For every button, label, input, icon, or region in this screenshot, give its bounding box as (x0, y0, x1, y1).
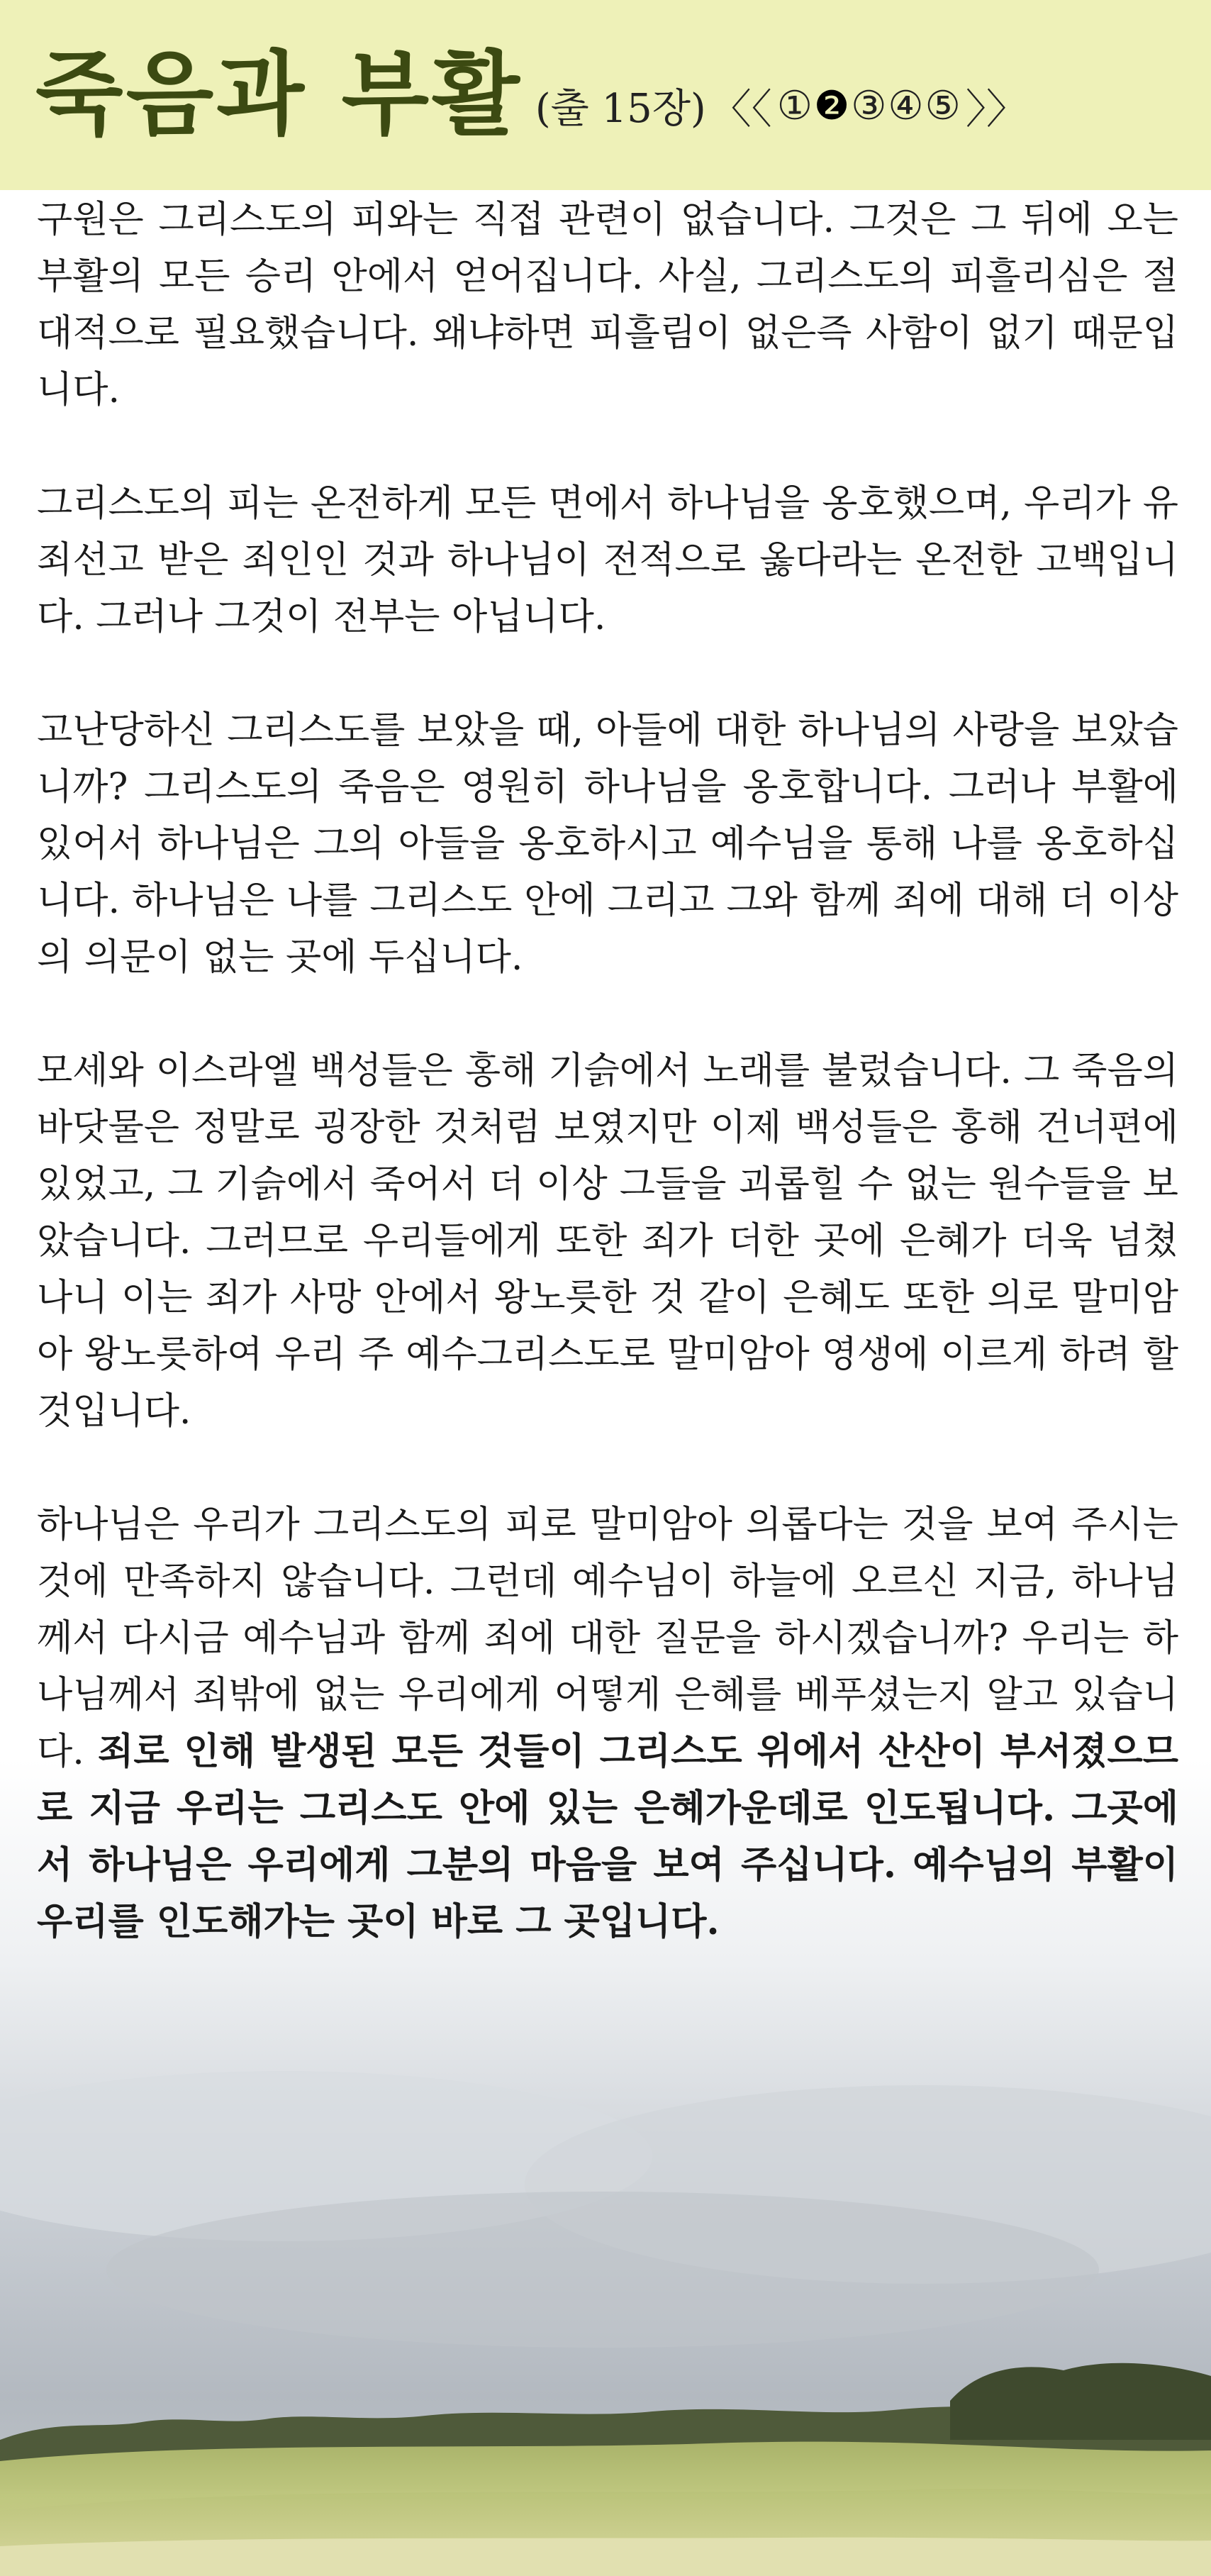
chapter-reference: (출 15장) (535, 86, 706, 132)
chapter-link-2-current[interactable]: ❷ (813, 82, 850, 129)
paragraph-1: 구원은 그리스도의 피와는 직접 관련이 없습니다. 그것은 그 뒤에 오는 부활의 모든 승리 안에서 얻어집니다. 사실, 그리스도의 피흘리심은 절대적으로 필요했습니다. 왜냐하면 피흘림이 없은즉 사함이 없기 때문입니다. (37, 199, 1178, 411)
header-banner (0, 0, 1211, 190)
title-meta (535, 76, 1032, 135)
paragraph-5-text: 하나님은 우리가 그리스도의 피로 말미암아 의롭다는 것을 보여 주시는 것에 만족하지 않습니다. 그런데 예수님이 하늘에 오르신 지금, 하나님께서 다시금 예수님과 함께 죄에 대한 질문을 하시겠습니까? 우리는 하나님께서 죄밖에 없는 우리에게 어떻게 은혜를 베푸셨는지 알고 있습니다. (37, 1504, 1178, 1773)
chapter-link-3[interactable]: ③ (851, 82, 887, 129)
prev-page-link[interactable]: 〈〈 (710, 85, 772, 133)
chapter-link-1[interactable]: ① (776, 82, 813, 129)
chapter-link-4[interactable]: ④ (888, 82, 924, 129)
paragraph-5 (37, 1497, 1178, 1950)
paragraph-4: 모세와 이스라엘 백성들은 홍해 기슭에서 노래를 불렀습니다. 그 죽음의 바닷물은 정말로 굉장한 것처럼 보였지만 이제 백성들은 홍해 건너편에 있었고, 그 기슭에서 죽어서 더 이상 그들을 괴롭힐 수 없는 원수들을 보았습니다. 그러므로 우리들에게 또한 죄가 더한 곳에 은혜가 더욱 넘쳤나니 이는 죄가 사망 안에서 왕노릇한 것 같이 은혜도 또한 의로 말미암아 왕노릇하여 우리 주 예수그리스도로 말미암아 영생에 이르게 하려 할 것입니다. (37, 1050, 1178, 1433)
paragraph-2: 그리스도의 피는 온전하게 모든 면에서 하나님을 옹호했으며, 우리가 유죄선고 받은 죄인인 것과 하나님이 전적으로 옳다라는 온전한 고백입니다. 그러나 그것이 전부는 아닙니다. (37, 482, 1178, 638)
page-title: 죽음과 부활 (35, 42, 523, 148)
paragraph-5-emphasis: 죄로 인해 발생된 모든 것들이 그리스도 위에서 산산이 부서졌으므로 지금 우리는 그리스도 안에 있는 은혜가운데로 인도됩니다. 그곳에서 하나님은 우리에게 그분의 마음을 보여 주십니다. 예수님의 부활이 우리를 인도해가는 곳이 바로 그 곳입니다. (37, 1730, 1178, 1943)
next-page-link[interactable]: 〉〉 (965, 85, 1027, 133)
paragraph-3: 고난당하신 그리스도를 보았을 때, 아들에 대한 하나님의 사랑을 보았습니까? 그리스도의 죽음은 영원히 하나님을 옹호합니다. 그러나 부활에 있어서 하나님은 그의 아들을 옹호하시고 예수님을 통해 나를 옹호하십니다. 하나님은 나를 그리스도 안에 그리고 그와 함께 죄에 대해 더 이상의 의문이 없는 곳에 두십니다. (37, 709, 1178, 979)
main-content (37, 191, 1178, 2007)
chapter-link-5[interactable]: ⑤ (925, 82, 961, 129)
